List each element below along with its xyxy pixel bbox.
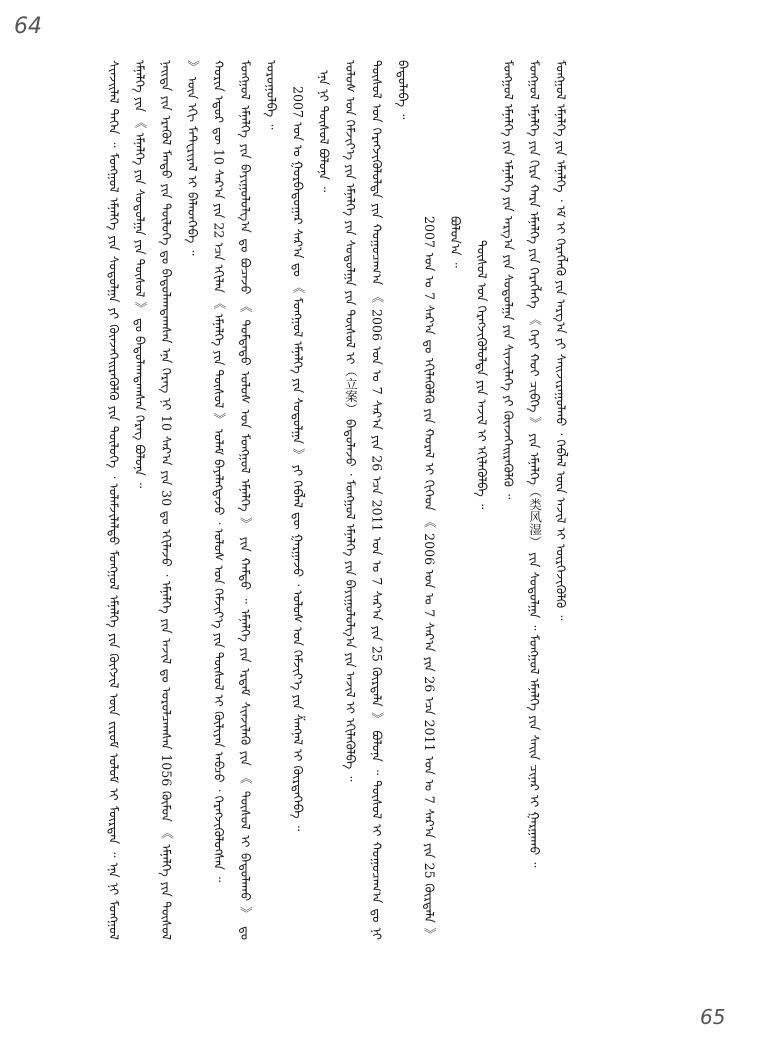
paragraph: ᠮᠣᠩᠭᠣᠯ ᠡᠮᠨᠡᠯᠭᠡ ᠶᠢᠨ ᠬᠢᠷᠡ ᠬᠠᠷᠠ ᠡᠮᠨᠡᠯᠭᠡ ᠶᠢᠨ ᠬᠡᠷᠡᠭᠯᠡᠭᠡ 《 ᠬᠡᠶᠢ ᠬᠤᠢ ᠴᠢᠪᠬᠡ 》 ᠶᠢᠨ ᠡᠮᠨᠡᠯᠭᠡ（类风湿） ᠶᠢᠨ ᠰᠤᠳᠤᠯᠭᠠ ᠃ ᠮᠣᠩᠭᠣᠯ ᠡᠮᠨᠡᠯᠭᠡ ᠶᠢᠨ ᠰᠠᠢᠨ ᠴᠢᠨᠠᠷ ᠢ ᠭᠠᠷᠭᠠᠬᠤ ᠃ [527, 60, 543, 868]
paragraph: ᠤᠯᠤᠰ ᠤᠨ ᠬᠡᠮᠵᠢᠶ᠎ᠡ ᠶᠢᠨ ᠡᠮᠨᠡᠯᠭᠡ ᠶᠢᠨ ᠰᠤᠳᠤᠯᠭᠠ ᠶᠢᠨ ᠲᠥᠰᠥᠯ ᠢ（立案） ᠪᠠᠲᠤᠯᠠᠵᠤ ᠂ ᠮᠣᠩᠭᠣᠯ ᠡᠮᠨᠡᠯᠭᠡ ᠶᠢᠨ ᠪᠠᠶᠢᠭᠤᠯᠤᠯᠭ᠎ᠠ ᠶᠢᠨ ᠠᠵᠢᠯ ᠢ ᠡᠬᠢᠯᠡᠭᠦᠯᠪᠡ ᠃ [342, 60, 358, 782]
paragraph: 2007 ᠣᠨ ᠤ ᠭᠤᠷᠪᠠᠳᠤᠭᠠᠷ ᠰᠠᠷ᠎ᠠ ᠳᠤ 《 ᠮᠣᠩᠭᠣᠯ ᠡᠮᠨᠡᠯᠭᠡ ᠶᠢᠨ ᠰᠤᠳᠤᠯᠭᠠ 》 ᠶᠢ ᠬᠡᠪᠯᠡᠯ ᠳᠦ ᠭᠠᠷᠭᠠᠵᠤ ᠂ ᠤᠯᠤᠰ ᠤᠨ ᠬᠡᠮᠵᠢᠶ᠎ᠡ ᠶᠢᠨ ᠱᠠᠩᠨᠠᠯ ᠢ ᠬᠦᠷᠲᠡᠭᠡᠪᠡ ᠃ [290, 86, 306, 832]
paragraph: ᠡᠨᠡ ᠨᠢ ᠲᠥᠰᠥᠯ ᠪᠣᠯᠤᠨᠠ ᠃ [316, 70, 332, 193]
mongolian-text-body [100, 60, 660, 940]
paragraph: ᠮᠣᠩᠭᠣᠯ ᠡᠮᠨᠡᠯᠭᠡ ᠶᠢᠨ ᠪᠠᠶᠢᠭᠤᠯᠤᠯᠭ᠎ᠠ ᠳᠤ ᠪᠤᠴᠠᠵᠤ 《 ᠳᠤᠮᠳᠠᠳᠤ ᠤᠯᠤᠰ ᠤᠨ ᠮᠣᠩᠭᠣᠯ ᠡᠮᠨᠡᠯᠭᠡ 》 ᠶᠢᠨ ᠬᠠᠮᠲᠤ ᠃ ᠡᠮᠨᠡᠯᠭᠡ ᠶᠢᠨ ᠡᠷᠳᠡᠮ ᠰᠢᠨᠵᠢᠯᠡᠬᠦ ᠶᠢᠨ 《 ᠲᠥᠰᠥᠯ ᠢ ᠪᠠᠲᠤᠯᠠᠬᠤ 》 ᠳᠤ ᠣᠷᠣᠭᠤᠯᠪᠠ ᠃ [237, 60, 280, 940]
page-number-top: 64 [14, 14, 42, 39]
paragraph: ᠮᠣᠩᠭᠣᠯ ᠡᠮᠨᠡᠯᠭᠡ ᠶᠢᠨ ᠡᠮᠨᠡᠯᠭᠡ ᠂ ᠡᠮ ᠢ ᠬᠡᠷᠡᠭᠯᠡᠬᠦ ᠶᠢᠨ ᠠᠷᠭ᠎ᠠ ᠶᠢ ᠰᠠᠢᠵᠢᠷᠠᠭᠤᠯᠬᠤ ᠂ ᠬᠡᠪᠯᠡᠯ ᠦᠨ ᠠᠵᠢᠯ ᠢ ᠥᠷᠭᠡᠵᠢᠭᠦᠯᠬᠦ ᠃ [553, 60, 569, 621]
paragraph: ᠲᠥᠰᠥᠯ ᠤᠨ ᠬᠡᠷᠡᠭᠵᠢᠭᠦᠯᠦᠯᠲᠡ ᠶᠢᠨ ᠠᠵᠢᠯ ᠢ ᠡᠬᠢᠯᠡᠭᠦᠯᠪᠡ ᠃ [474, 240, 490, 510]
paragraph: ᠨᠡᠢᠲᠡ ᠶᠢᠨ ᠡᠷᠡᠭᠦᠯ ᠮᠡᠨᠳᠦ ᠶᠢᠨ ᠲᠥᠯᠥᠭᠡ ᠳᠤ ᠪᠠᠳᠤᠯᠠᠭᠳᠠᠭᠰᠠᠨ ᠡᠨᠡ ᠬᠡᠷᠡᠭ ᠨᠢ 10 ᠰᠠᠷ᠎ᠠ ᠶᠢᠨ 30 ᠳᠤ ᠡᠬᠢᠯᠡᠵᠦ ᠂ ᠡᠮᠨᠡᠯᠭᠡ ᠶᠢᠨ ᠠᠵᠢᠯ ᠳᠤ ᠣᠷᠣᠯᠴᠠᠭᠰᠠᠨ 1056 ᠬᠦᠮᠦᠨ 《 ᠡᠮᠨᠡᠯᠭᠡ ᠶᠢᠨ ᠲᠥᠰᠥᠯ 》 ᠦᠨ ᠡᠬᠢ ᠮᠠᠲ᠋ᠧᠷᠢᠶᠠᠯ ᠢ ᠪᠡᠯᠡᠳᠬᠡᠪᠡ ᠃ [158, 60, 201, 940]
paragraph: ᠲᠥᠰᠥᠯ ᠤᠨ ᠬᠡᠷᠡᠭᠵᠢᠭᠦᠯᠦᠯᠲᠡ ᠶᠢᠨ ᠬᠤᠭᠤᠴᠠᠭ᠎ᠠ 《 2006 ᠣᠨ ᠤ 7 ᠰᠠᠷ᠎ᠠ ᠶᠢᠨ 26 ᠡᠴᠡ 2011 ᠣᠨ ᠤ 7 ᠰᠠᠷ᠎ᠠ ᠶᠢᠨ 25 ᠬᠦᠷᠲᠡᠯᠡ 》 ᠪᠣᠯᠤᠨᠠ ᠃ ᠲᠥᠰᠥᠯ ᠢ ᠬᠤᠭᠤᠴᠠᠭ᠎ᠠ ᠳᠤ ᠨᠢ ᠪᠠᠲᠤᠯᠠᠪᠠ ᠃ [369, 60, 411, 940]
paragraph-date: 2007 ᠣᠨ ᠤ 7 ᠰᠠᠷ᠎ᠠ ᠳᠤ ᠡᠬᠢᠯᠡᠭᠦᠯᠬᠦ ᠶᠢᠨ ᠬᠤᠷᠠᠯ ᠢ ᠬᠢᠭᠡᠳ 《 2006 ᠣᠨ ᠤ 7 ᠰᠠᠷ᠎ᠠ ᠶᠢᠨ 26 ᠡᠴᠡ 2011 ᠣᠨ ᠤ 7 ᠰᠠᠷ᠎ᠠ ᠶᠢᠨ 25 ᠬᠦᠷᠲᠡᠯᠡ 》 ᠪᠤᠯᠤᠨ᠎ᠠ ᠃ [421, 216, 464, 940]
paragraph: ᠮᠣᠩᠭᠣᠯ ᠡᠮᠨᠡᠯᠭᠡ ᠶᠢᠨ ᠡᠮᠨᠡᠯᠭᠡ ᠶᠢᠨ ᠠᠷᠭ᠎ᠠ ᠶᠢᠨ ᠰᠤᠳᠤᠯᠭᠠ ᠶᠢᠨ ᠰᠢᠨᠵᠢᠯᠡᠭᠡ ᠶᠢ ᠭᠦᠨᠵᠡᠭᠡᠢᠷᠡᠭᠦᠯᠬᠦ ᠃ [500, 60, 516, 500]
paragraph: ᠬᠣᠷᠢᠨ ᠡᠳᠦᠷ ᠳᠦ 10 ᠰᠠᠷ᠎ᠠ ᠶᠢᠨ 22 ᠡᠴᠡ ᠡᠬᠢᠯᠡᠨ 《 ᠡᠮᠨᠡᠯᠭᠡ ᠶᠢᠨ ᠲᠥᠰᠥᠯ 》 ᠤᠯᠠᠮ ᠪᠡᠶᠡᠯᠡᠭᠳᠡᠵᠦ ᠂ ᠤᠯᠤᠰ ᠤᠨ ᠬᠡᠮᠵᠢᠶ᠎ᠡ ᠶᠢᠨ ᠲᠥᠰᠥᠯ ᠢ ᠬᠦᠯᠢᠶᠡᠨ ᠠᠪᠴᠤ ᠂ ᠬᠡᠷᠡᠭᠵᠢᠭᠦᠯᠦᠭᠰᠡᠨ ᠃ [211, 60, 227, 883]
page-number-bottom: 65 [700, 1005, 726, 1029]
paragraph: ᠰᠢᠨᠵᠢ᠌ᠯᠡᠯ ᠳᠡᠭᠡᠨ ᠃ ᠮᠣᠩᠭᠣᠯ ᠡᠮᠨᠡᠯᠭᠡ ᠶᠢᠨ ᠰᠤᠳᠤᠯᠭᠠ ᠶᠢ ᠭᠦᠨᠵᠡᠭᠡᠢᠷᠡᠭᠦᠯᠬᠦ ᠶᠢᠨ ᠲᠥᠯᠥᠭᠡ ᠂ ᠤᠯᠠᠮᠵᠢᠯᠠᠯᠲᠤ ᠮᠣᠩᠭᠣᠯ ᠡᠮᠨᠡᠯᠭᠡ ᠶᠢᠨ ᠬᠥᠭᠵᠢᠯ ᠦᠨ ᠵᠢᠷᠤᠮ ᠤᠯᠤᠮ ᠢ ᠮᠥᠷᠳᠡᠨ ᠃ ᠡᠨᠡ ᠨᠢ ᠮᠣᠩᠭᠣᠯ ᠡᠮᠨᠡᠯᠭᠡ ᠶᠢᠨ 《 ᠡᠮᠨᠡᠯᠭᠡ ᠶᠢᠨ ᠰᠤᠳᠤᠯᠭᠠ ᠶᠢᠨ ᠲᠥᠰᠥᠯ 》 ᠳᠤ ᠪᠠᠳᠤᠯᠠᠭᠳᠠᠭᠰᠠᠨ ᠬᠡᠷᠡᠭ ᠪᠣᠯᠤᠨᠠ ᠃ [106, 60, 148, 940]
